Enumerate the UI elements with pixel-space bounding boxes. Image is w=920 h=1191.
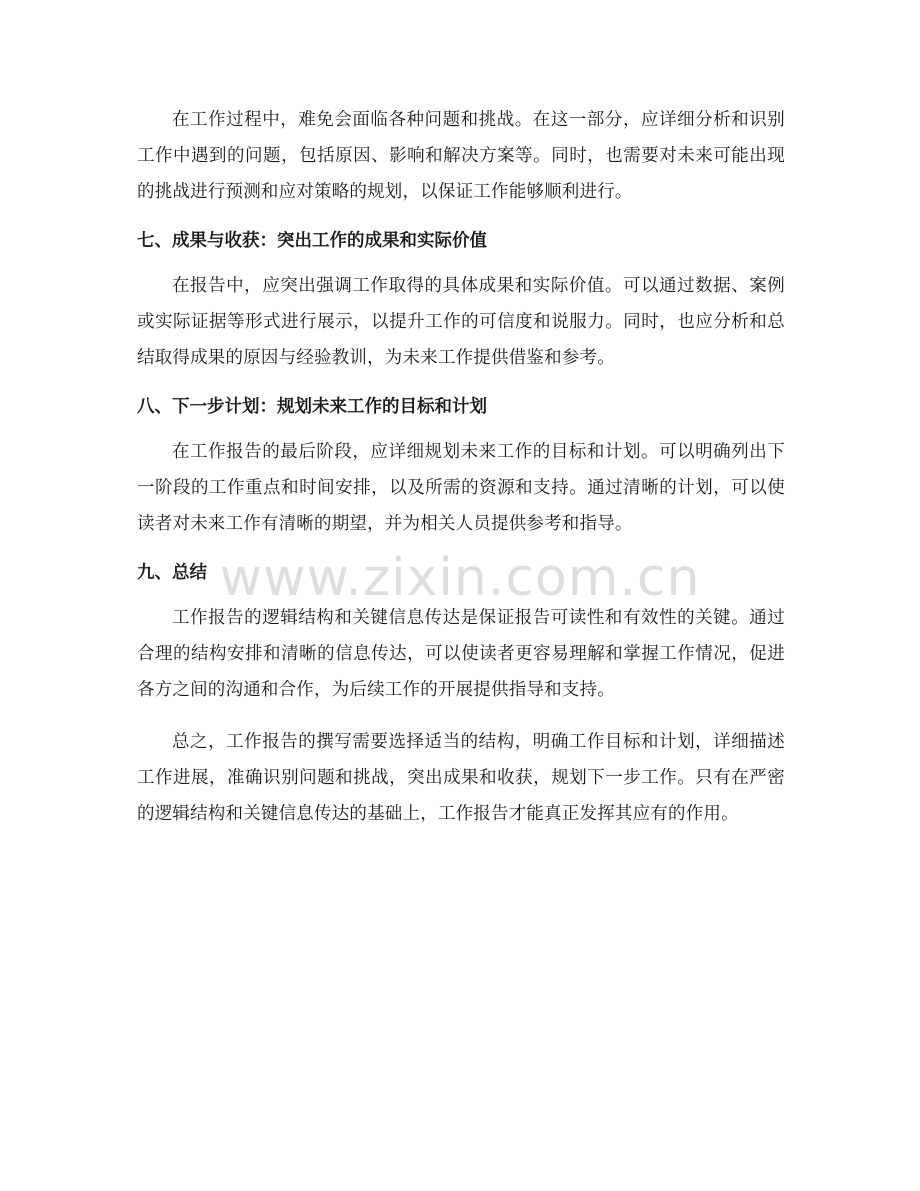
paragraph-summary-2: 总之，工作报告的撰写需要选择适当的结构，明确工作目标和计划，详细描述工作进展，准确识别问题和挑战，突出成果和收获，规划下一步工作。只有在严密的逻辑结构和关键信息传达的基础上，工作报告才能真正发挥其应有的作用。 (137, 732, 785, 824)
paragraph-summary-1: 工作报告的逻辑结构和关键信息传达是保证报告可读性和有效性的关键。通过合理的结构安排和清晰的信息传达，可以使读者更容易理解和掌握工作情况，促进各方之间的沟通和合作，为后续工作的开展提供指导和支持。 (137, 608, 785, 700)
heading-section-9: 九、总结 (137, 563, 207, 583)
watermark-text: www.zixin.com.cn (219, 548, 701, 608)
paragraph-next-plan: 在工作报告的最后阶段，应详细规划未来工作的目标和计划。可以明确列出下一阶段的工作重点和时间安排，以及所需的资源和支持。通过清晰的计划，可以使读者对未来工作有清晰的期望，并为相关人员提供参考和指导。 (137, 442, 785, 534)
heading-section-7: 七、成果与收获：突出工作的成果和实际价值 (137, 231, 487, 251)
paragraph-achievements: 在报告中，应突出强调工作取得的具体成果和实际价值。可以通过数据、案例或实际证据等形式进行展示，以提升工作的可信度和说服力。同时，也应分析和总结取得成果的原因与经验教训，为未来工作提供借鉴和参考。 (137, 276, 785, 368)
document-body (137, 102, 785, 832)
paragraph-problems: 在工作过程中，难免会面临各种问题和挑战。在这一部分，应详细分析和识别工作中遇到的问题，包括原因、影响和解决方案等。同时，也需要对未来可能出现的挑战进行预测和应对策略的规划，以保证工作能够顺利进行。 (137, 110, 785, 202)
heading-section-8: 八、下一步计划：规划未来工作的目标和计划 (137, 397, 487, 417)
